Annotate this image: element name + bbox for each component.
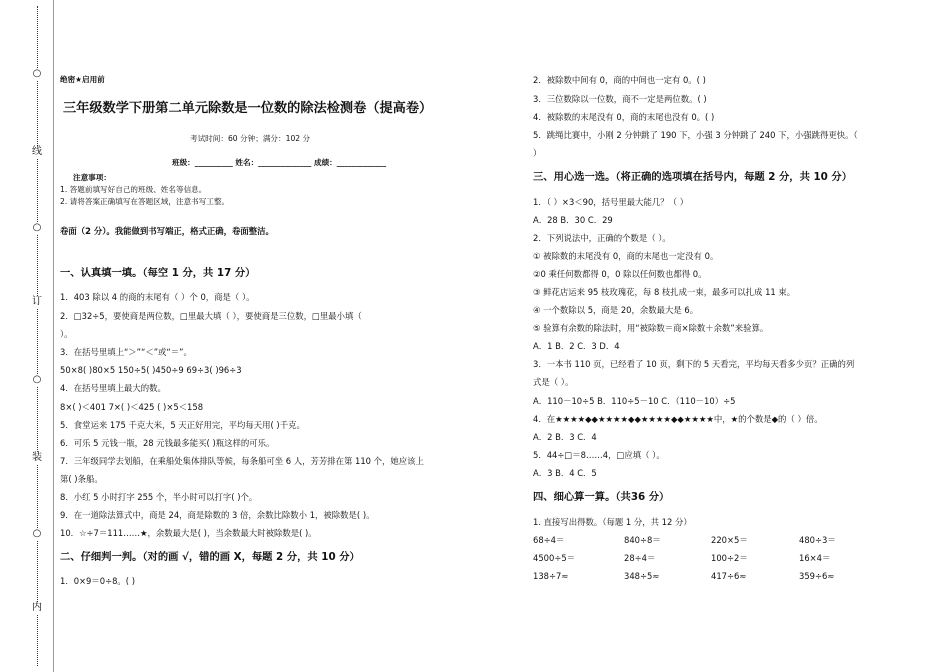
section2-title: 二、仔细判一判。（对的画 √，错的画 X，每题 2 分，共 10 分） xyxy=(60,551,360,563)
binding-solid-line xyxy=(53,0,54,672)
question-line: 8×( )＜401 7×( )＜425 ( )×5＜158 xyxy=(60,402,204,412)
section4-title: 四、细心算一算。（共36 分） xyxy=(533,491,670,503)
question-line: 1．0×9＝0÷8。( ) xyxy=(60,576,135,586)
calc-item: 480÷3＝ xyxy=(799,535,836,545)
statement-line: ②0 乘任何数都得 0，0 除以任何数也都得 0。 xyxy=(533,269,707,279)
calc-item: 138÷7≈ xyxy=(533,571,569,581)
question-line: ） xyxy=(533,148,542,158)
calc-item: 359÷6≈ xyxy=(799,571,835,581)
question-line: 7．三年级同学去划船，在乘船处集体排队等候，每条船可坐 6 人，芳芳排在第 110 个，她应该上 xyxy=(60,456,424,466)
question-line: 10．☆÷7＝111……★，余数最大是( )，当余数最大时被除数是( )。 xyxy=(60,528,317,538)
calc-item: 100÷2＝ xyxy=(711,553,748,563)
question-line: 5．食堂运来 175 千克大米，5 天正好用完，平均每天用( )千克。 xyxy=(60,420,305,430)
statement-line: ③ 鲜花店运来 95 枝玫瑰花，每 8 枝扎成一束，最多可以扎成 11 束。 xyxy=(533,287,796,297)
question-line: ）。 xyxy=(60,329,73,339)
calc-item: 220×5＝ xyxy=(711,535,748,545)
question-line: 6．可乐 5 元钱一瓶，28 元钱最多能买( )瓶这样的可乐。 xyxy=(60,438,275,448)
question-line: 3．在括号里填上“＞”“＜”或“＝”。 xyxy=(60,347,192,357)
question-line: 8．小红 5 小时打字 255 个，半小时可以打字( )个。 xyxy=(60,492,258,502)
question-line: 2．□32÷5，要使商是两位数，□里最大填（ ），要使商是三位数，□里最小填（ xyxy=(60,311,362,321)
option-line: A．28 B．30 C．29 xyxy=(533,215,613,225)
statement-line: ⑤ 验算有余数的除法时，用“被除数＝商×除数＋余数”来验算。 xyxy=(533,323,769,333)
calc-item: 417÷6≈ xyxy=(711,571,747,581)
question-line: 第( )条船。 xyxy=(60,474,103,484)
section1-title: 一、认真填一填。（每空 1 分，共 17 分） xyxy=(60,267,256,279)
question-line: 4．在括号里填上最大的数。 xyxy=(60,383,166,393)
question-line: 3．一本书 110 页，已经看了 10 页，剩下的 5 天看完，平均每天看多少页？正确的列 xyxy=(533,359,855,369)
question-line: 50×8( )80×5 150÷5( )450÷9 69÷3( )96÷3 xyxy=(60,365,242,375)
binding-circle: ○ xyxy=(30,374,44,386)
question-line: 4．在★★★★◆◆★★★★◆◆★★★★◆◆★★★★中，★的个数是◆的（ ）倍。 xyxy=(533,414,823,424)
calc-item: 840÷8＝ xyxy=(624,535,661,545)
option-line: A．2 B．3 C．4 xyxy=(533,432,597,442)
calc-item: 4500÷5＝ xyxy=(533,553,576,563)
note-item: 1. 答题前填写好自己的班级、姓名等信息。 xyxy=(60,185,207,194)
binding-strip xyxy=(0,0,55,672)
question-line: 2．下列说法中，正确的个数是（ ）。 xyxy=(533,233,671,243)
statement-line: ① 被除数的末尾没有 0，商的末尾也一定没有 0。 xyxy=(533,251,719,261)
question-line: 1．403 除以 4 的商的末尾有（ ）个 0，商是（ ）。 xyxy=(60,292,255,302)
secret-label: 绝密★启用前 xyxy=(60,75,105,84)
binding-mark-bind: 订 xyxy=(32,296,42,307)
binding-circle: ○ xyxy=(30,222,44,234)
question-line: 4．被除数的末尾没有 0，商的末尾也没有 0。( ) xyxy=(533,112,715,122)
binding-mark-seal: 装 xyxy=(32,452,42,463)
student-fields: 班级：__________ 姓名：______________ 成绩：_____________ xyxy=(172,158,387,167)
question-line: 2．被除数中间有 0，商的中间也一定有 0。( ) xyxy=(533,75,706,85)
calc-item: 68÷4＝ xyxy=(533,535,565,545)
notes-title: 注意事项： xyxy=(73,173,111,182)
calc-item: 28÷4＝ xyxy=(624,553,656,563)
question-line: 9．在一道除法算式中，商是 24，商是除数的 3 倍，余数比除数小 1，被除数是( )。 xyxy=(60,510,375,520)
section3-title: 三、用心选一选。（将正确的选项填在括号内，每题 2 分，共 10 分） xyxy=(533,171,852,183)
option-line: A．110－10÷5 B．110÷5－10 C．（110－10）÷5 xyxy=(533,396,736,406)
question-line: 1．（ ）×3＜90，括号里最大能几？（ ） xyxy=(533,197,689,207)
question-line: 5．跳绳比赛中，小刚 2 分钟跳了 190 下，小强 3 分钟跳了 240 下，小强跳得更快。（ xyxy=(533,130,858,140)
binding-circle: ○ xyxy=(30,68,44,80)
binding-circle: ○ xyxy=(30,528,44,540)
question-line: 式是（ ）。 xyxy=(533,377,574,387)
scroll-statement: 卷面（2 分）。我能做到书写端正，格式正确，卷面整洁。 xyxy=(60,226,274,236)
question-line: 5．44÷□＝8……4，□应填（ ）。 xyxy=(533,450,665,460)
section4-subtitle: 1. 直接写出得数。（每题 1 分，共 12 分） xyxy=(533,517,692,527)
calc-item: 348÷5≈ xyxy=(624,571,660,581)
option-line: A．3 B．4 C．5 xyxy=(533,468,597,478)
option-line: A．1 B．2 C．3 D．4 xyxy=(533,341,620,351)
statement-line: ④ 一个数除以 5，商是 20，余数最大是 6。 xyxy=(533,305,699,315)
question-line: 3．三位数除以一位数，商不一定是两位数。( ) xyxy=(533,94,707,104)
binding-dotted-line xyxy=(37,6,38,666)
page-title: 三年级数学下册第二单元除数是一位数的除法检测卷（提高卷） xyxy=(63,101,433,116)
note-item: 2. 请将答案正确填写在答题区域，注意书写工整。 xyxy=(60,197,230,206)
binding-mark-inside: 内 xyxy=(32,602,42,613)
calc-item: 16×4＝ xyxy=(799,553,831,563)
binding-mark-line: 线 xyxy=(32,146,42,157)
exam-info: 考试时间：60 分钟；满分：102 分 xyxy=(190,134,311,143)
